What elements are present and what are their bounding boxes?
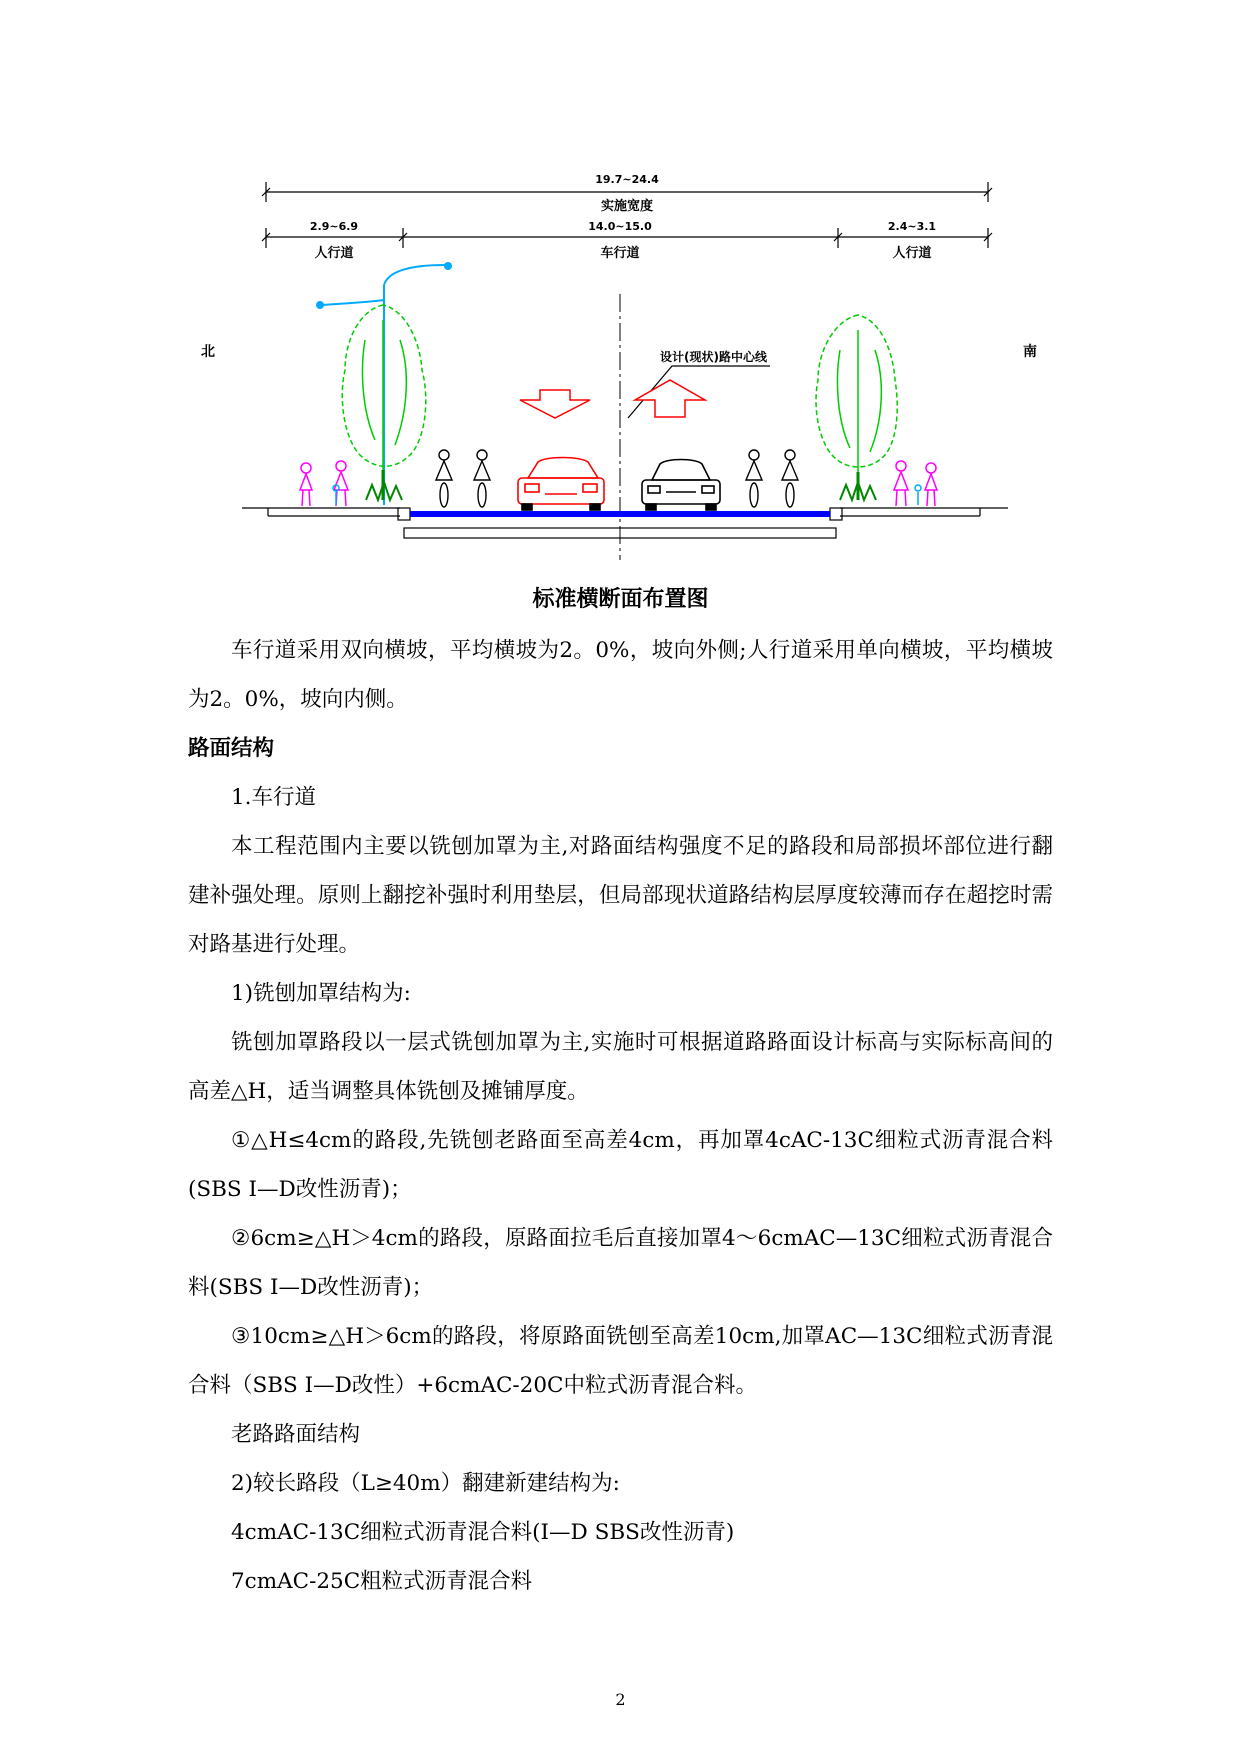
- car-red-icon: [518, 458, 604, 511]
- right-width: 2.4~3.1: [887, 220, 937, 233]
- page-number: 2: [615, 1690, 626, 1709]
- paragraph: 4cmAC-13C细粒式沥青混合料(I—D SBS改性沥青): [231, 1520, 735, 1545]
- cross-section-diagram: [0, 0, 1241, 570]
- figure-caption: 标准横断面布置图: [532, 587, 709, 612]
- paragraph: 铣刨加罩路段以一层式铣刨加罩为主,实施时可根据道路路面设计标高与实际标高间的高差△H，适当调整具体铣刨及摊铺厚度。: [188, 1030, 1053, 1104]
- paragraph: ③10cm≥△H＞6cm的路段，将原路面铣刨至高差10cm,加罩AC—13C细粒式沥青混合料（SBS I—D改性）+6cmAC-20C中粒式沥青混合料。: [188, 1324, 1053, 1398]
- pavement-layer: [410, 511, 830, 517]
- paragraph: 本工程范围内主要以铣刨加罩为主,对路面结构强度不足的路段和局部损坏部位进行翻建补强处理。原则上翻挖补强时利用垫层，但局部现状道路结构层厚度较薄而存在超挖时需对路基进行处理。: [188, 834, 1053, 957]
- paragraph: 1.车行道: [231, 785, 317, 810]
- pedestrians-right-icon: [894, 461, 937, 506]
- arrow-up-icon: [635, 380, 705, 417]
- paragraph: 7cmAC-25C粗粒式沥青混合料: [231, 1569, 533, 1594]
- left-label: 人行道: [314, 246, 354, 261]
- body-text: [188, 626, 1053, 1606]
- total-label: 实施宽度: [600, 199, 654, 214]
- north-label: 北: [201, 344, 215, 360]
- paragraph: 1)铣刨加罩结构为:: [231, 981, 411, 1006]
- cyclists-right-icon: [746, 450, 798, 507]
- paragraph: 老路路面结构: [231, 1422, 361, 1447]
- section-heading: 路面结构: [188, 736, 275, 761]
- centerline-label: 设计(现状)路中心线: [660, 350, 767, 364]
- paragraph: 车行道采用双向横坡，平均横坡为2。0%，坡向外侧;人行道采用单向横坡，平均横坡为2。0%，坡向内侧。: [188, 638, 1053, 712]
- paragraph: ①△H≤4cm的路段,先铣刨老路面至高差4cm，再加罩4cAC-13C细粒式沥青混合料(SBS I—D改性沥青)；: [188, 1128, 1053, 1202]
- paragraph: ②6cm≥△H＞4cm的路段，原路面拉毛后直接加罩4～6cmAC—13C细粒式沥青混合料(SBS I—D改性沥青)；: [188, 1226, 1053, 1300]
- car-black-icon: [642, 460, 720, 511]
- arrow-down-icon: [520, 390, 590, 418]
- left-width: 2.9~6.9: [309, 220, 359, 233]
- total-width: 19.7~24.4: [595, 173, 659, 186]
- pedestrians-left-icon: [300, 461, 348, 506]
- south-label: 南: [1023, 344, 1037, 360]
- mid-width: 14.0~15.0: [588, 220, 652, 233]
- mid-label: 车行道: [600, 246, 640, 261]
- tree-right-icon: [816, 315, 897, 500]
- cyclists-left-icon: [436, 450, 490, 507]
- paragraph: 2)较长路段（L≥40m）翻建新建结构为:: [231, 1471, 620, 1496]
- right-label: 人行道: [892, 246, 932, 261]
